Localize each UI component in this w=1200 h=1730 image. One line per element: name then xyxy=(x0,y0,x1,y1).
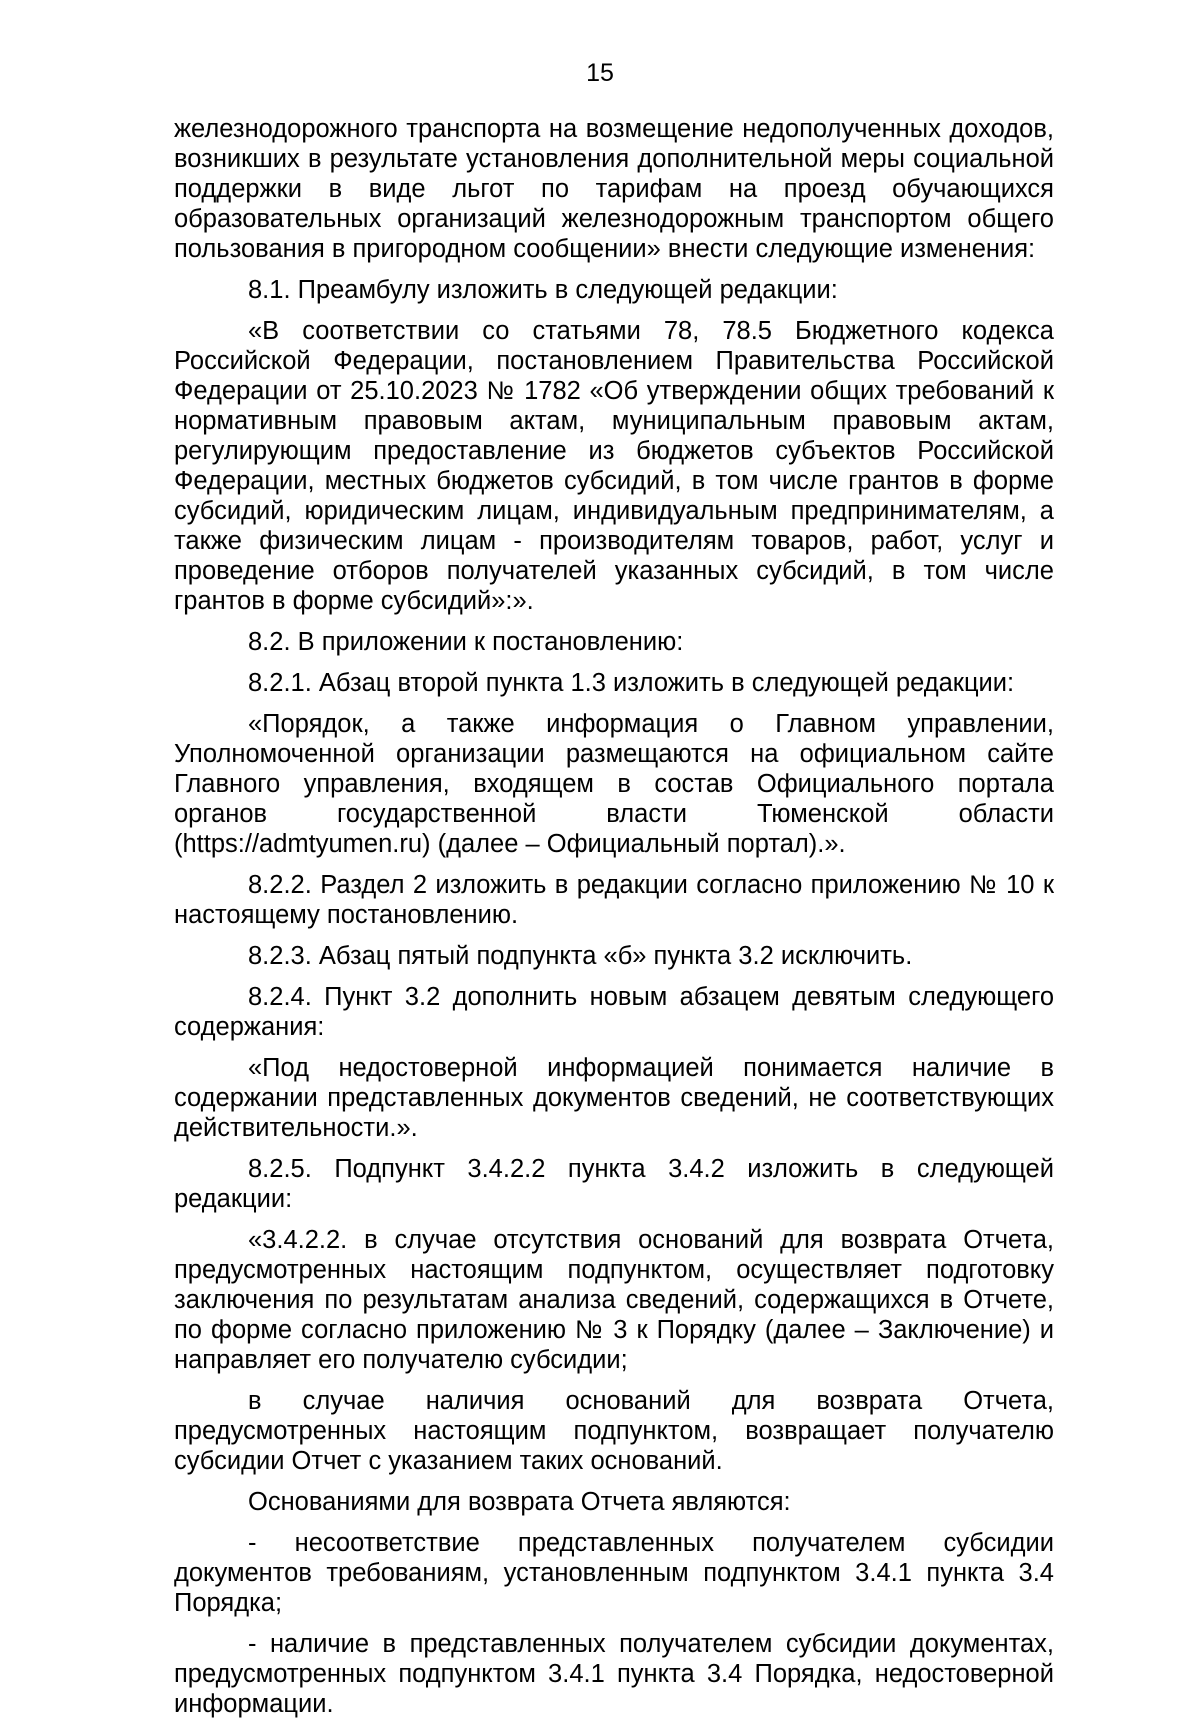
paragraph-grounds-heading: Основаниями для возврата Отчета являются: xyxy=(248,1488,791,1516)
paragraph-8-2-3: 8.2.3. Абзац пятый подпункта «б» пункта 3.2 исключить. xyxy=(248,942,913,970)
paragraph-8-2: 8.2. В приложении к постановлению: xyxy=(248,628,684,656)
paragraph-8-2-2: 8.2.2. Раздел 2 изложить в редакции согласно приложению № 10 к настоящему постановлению. xyxy=(174,871,1054,929)
paragraph-3-4-2-2-quote: «3.4.2.2. в случае отсутствия оснований для возврата Отчета, предусмотренных настоящим подпунктом, осуществляет подготовку заключения по результатам анализа сведений, содержащихся в Отчете, по форме согласно приложению № 3 к Порядку (далее – Заключение) и направляет его получателю субсидии; xyxy=(174,1226,1054,1374)
document-body xyxy=(174,114,1054,1730)
paragraph-intro-continuation: железнодорожного транспорта на возмещение недополученных доходов, возникших в результате установления дополнительной меры социальной поддержки в виде льгот по тарифам на проезд обучающихся образовательных организаций железнодорожным транспортом общего пользования в пригородном сообщении» внести следующие изменения: xyxy=(174,115,1054,263)
list-item-unreliable-info: - наличие в представленных получателем субсидии документах, предусмотренных подпунктом 3.4.1 пункта 3.4 Порядка, недостоверной информации. xyxy=(174,1630,1054,1718)
paragraph-order-quote: «Порядок, а также информация о Главном управлении, Уполномоченной организации размещаются на официальном сайте Главного управления, входящем в состав Официального портала органов государственной власти Тюменской области (https://admtyumen.ru) (далее – Официальный портал).». xyxy=(174,710,1054,858)
list-item-noncompliance: - несоответствие представленных получателем субсидии документов требованиям, установленным подпунктом 3.4.1 пункта 3.4 Порядка; xyxy=(174,1529,1054,1617)
paragraph-preamble-quote: «В соответствии со статьями 78, 78.5 Бюджетного кодекса Российской Федерации, постановлением Правительства Российской Федерации от 25.10.2023 № 1782 «Об утверждении общих требований к нормативным правовым актам, муниципальным правовым актам, регулирующим предоставление из бюджетов субъектов Российской Федерации, местных бюджетов субсидий, в том числе грантов в форме субсидий, юридическим лицам, индивидуальным предпринимателям, а также физическим лицам - производителям товаров, работ, услуг и проведение отборов получателей указанных субсидий, в том числе грантов в форме субсидий»:». xyxy=(174,317,1054,615)
paragraph-8-2-1: 8.2.1. Абзац второй пункта 1.3 изложить в следующей редакции: xyxy=(248,669,1015,697)
paragraph-8-2-5: 8.2.5. Подпункт 3.4.2.2 пункта 3.4.2 изложить в следующей редакции: xyxy=(174,1155,1054,1213)
paragraph-8-2-4: 8.2.4. Пункт 3.2 дополнить новым абзацем девятым следующего содержания: xyxy=(174,983,1054,1041)
paragraph-return-grounds: в случае наличия оснований для возврата Отчета, предусмотренных настоящим подпунктом, возвращает получателю субсидии Отчет с указанием таких оснований. xyxy=(174,1387,1054,1475)
paragraph-unreliable-info-quote: «Под недостоверной информацией понимается наличие в содержании представленных документов сведений, не соответствующих действительности.». xyxy=(174,1054,1054,1142)
page-number: 15 xyxy=(586,59,614,87)
paragraph-8-1: 8.1. Преамбулу изложить в следующей редакции: xyxy=(248,276,838,304)
